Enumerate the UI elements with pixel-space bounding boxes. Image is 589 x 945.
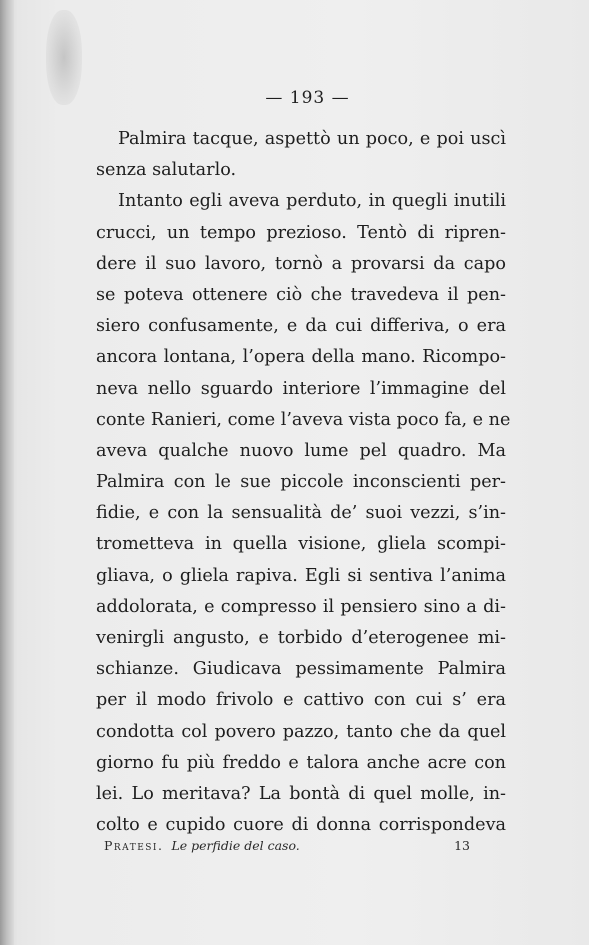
page-spine-shadow [0,0,14,945]
page-number: — 193 — [265,88,350,108]
text-line: fidie, e con la sensualità de’ suoi vezzi, s’in- [96,503,506,524]
text-line: aveva qualche nuovo lume pel quadro. Ma [96,440,506,461]
text-line: ancora lontana, l’opera della mano. Ricompo- [96,347,506,368]
page-footer [104,838,470,853]
text-line: trometteva in quella visione, gliela scompi- [96,534,506,555]
text-line: addolorata, e compresso il pensiero sino a di- [96,596,506,617]
text-line: Palmira tacque, aspettò un poco, e poi uscì [118,129,506,149]
text-line: Intanto egli aveva perduto, in quegli inutili [118,191,506,212]
text-line: senza salutarlo. [96,160,237,181]
text-line: giorno fu più freddo e talora anche acre con [96,752,506,773]
text-line: condotta col povero pazzo, tanto che da quel [96,721,506,742]
footer-author: Pratesi. [104,838,164,853]
footer-signature-mark: 13 [454,838,470,853]
text-line: venirgli angusto, e torbido d’eterogenee mi- [96,628,506,648]
text-line: conte Ranieri, come l’aveva vista poco fa, e ne [96,409,511,430]
text-line: per il modo frivolo e cattivo con cui s’ era [96,690,506,711]
body-text [96,124,511,841]
text-line: schianze. Giudicava pessimamente Palmira [96,659,506,680]
text-line: crucci, un tempo prezioso. Tentò di ripren- [96,222,506,243]
text-line: neva nello sguardo interiore l’immagine del [96,378,506,399]
text-line: siero confusamente, e da cui differiva, o era [96,316,506,337]
text-line: Palmira con le sue piccole inconscienti per- [96,472,506,493]
text-line: se poteva ottenere ciò che travedeva il pen- [96,284,506,305]
text-line: lei. Lo meritava? La bontà di quel molle, in- [96,783,506,804]
text-line: gliava, o gliela rapiva. Egli si sentiva l’anima [96,565,506,586]
text-line: colto e cupido cuore di donna corrispondeva [96,815,506,836]
footer-book-title: Le perfidie del caso. [171,838,300,853]
text-line: dere il suo lavoro, tornò a provarsi da capo [96,253,506,274]
